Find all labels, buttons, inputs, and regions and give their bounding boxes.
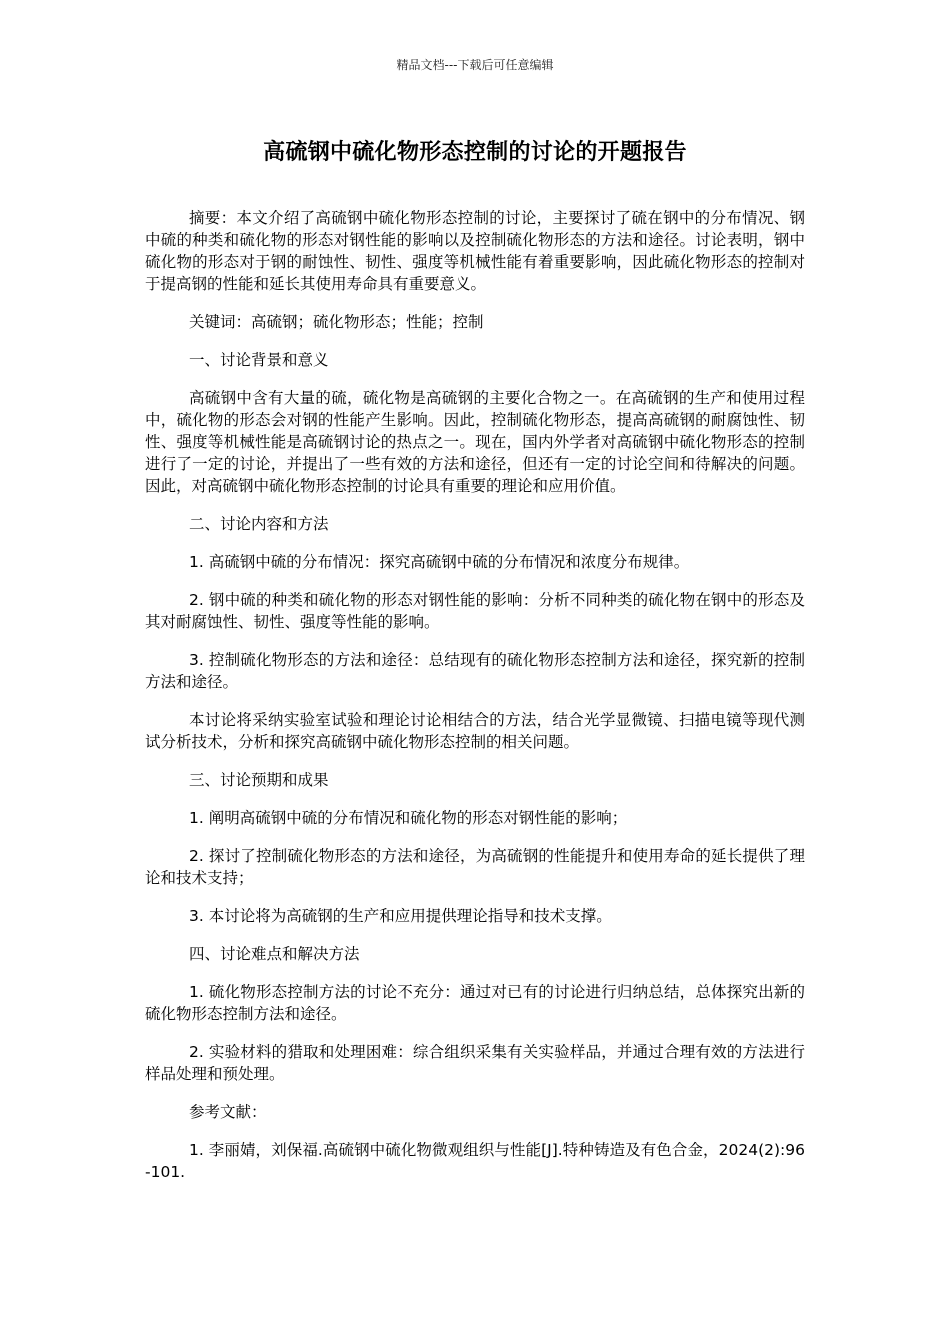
content-item-1: 1. 高硫钢中硫的分布情况：探究高硫钢中硫的分布情况和浓度分布规律。	[189, 553, 690, 571]
keywords-paragraph: 关键词：高硫钢；硫化物形态；性能；控制	[189, 313, 484, 331]
header-note: 精品文档---下载后可任意编辑	[396, 58, 554, 72]
reference-item-1: 1. 李丽婧，刘保福.高硫钢中硫化物微观组织与性能[J].特种铸造及有色合金，2024(2):96-101.	[145, 1141, 805, 1181]
content-item-3: 3. 控制硫化物形态的方法和途径：总结现有的硫化物形态控制方法和途径，探究新的控制方法和途径。	[145, 651, 805, 691]
section-heading-content-methods: 二、讨论内容和方法	[189, 515, 329, 533]
difficulty-item-1: 1. 硫化物形态控制方法的讨论不充分：通过对已有的讨论进行归纳总结，总体探究出新的硫化物形态控制方法和途径。	[145, 983, 805, 1023]
document-body	[145, 207, 805, 1199]
section-heading-background: 一、讨论背景和意义	[189, 351, 329, 369]
section-heading-difficulties: 四、讨论难点和解决方法	[189, 945, 360, 963]
references-heading: 参考文献：	[189, 1103, 267, 1121]
difficulty-item-2: 2. 实验材料的猎取和处理困难：综合组织采集有关实验样品，并通过合理有效的方法进行样品处理和预处理。	[145, 1043, 805, 1083]
section-heading-expectations: 三、讨论预期和成果	[189, 771, 329, 789]
expectation-item-1: 1. 阐明高硫钢中硫的分布情况和硫化物的形态对钢性能的影响；	[189, 809, 628, 827]
expectation-item-2: 2. 探讨了控制硫化物形态的方法和途径，为高硫钢的性能提升和使用寿命的延长提供了理论和技术支持；	[145, 847, 805, 887]
background-paragraph: 高硫钢中含有大量的硫，硫化物是高硫钢的主要化合物之一。在高硫钢的生产和使用过程中，硫化物的形态会对钢的性能产生影响。因此，控制硫化物形态，提高高硫钢的耐腐蚀性、韧性、强度等机械性能是高硫钢讨论的热点之一。现在，国内外学者对高硫钢中硫化物形态的控制进行了一定的讨论，并提出了一些有效的方法和途径，但还有一定的讨论空间和待解决的问题。因此，对高硫钢中硫化物形态控制的讨论具有重要的理论和应用价值。	[145, 389, 805, 495]
methods-paragraph: 本讨论将采纳实验室试验和理论讨论相结合的方法，结合光学显微镜、扫描电镜等现代测试分析技术，分析和探究高硫钢中硫化物形态控制的相关问题。	[145, 711, 805, 751]
abstract-paragraph: 摘要：本文介绍了高硫钢中硫化物形态控制的讨论，主要探讨了硫在钢中的分布情况、钢中硫的种类和硫化物的形态对钢性能的影响以及控制硫化物形态的方法和途径。讨论表明，钢中硫化物的形态对于钢的耐蚀性、韧性、强度等机械性能有着重要影响，因此硫化物形态的控制对于提高钢的性能和延长其使用寿命具有重要意义。	[145, 209, 805, 293]
expectation-item-3: 3. 本讨论将为高硫钢的生产和应用提供理论指导和技术支撑。	[189, 907, 612, 925]
document-title: 高硫钢中硫化物形态控制的讨论的开题报告	[263, 140, 687, 165]
content-item-2: 2. 钢中硫的种类和硫化物的形态对钢性能的影响：分析不同种类的硫化物在钢中的形态及其对耐腐蚀性、韧性、强度等性能的影响。	[145, 591, 805, 631]
